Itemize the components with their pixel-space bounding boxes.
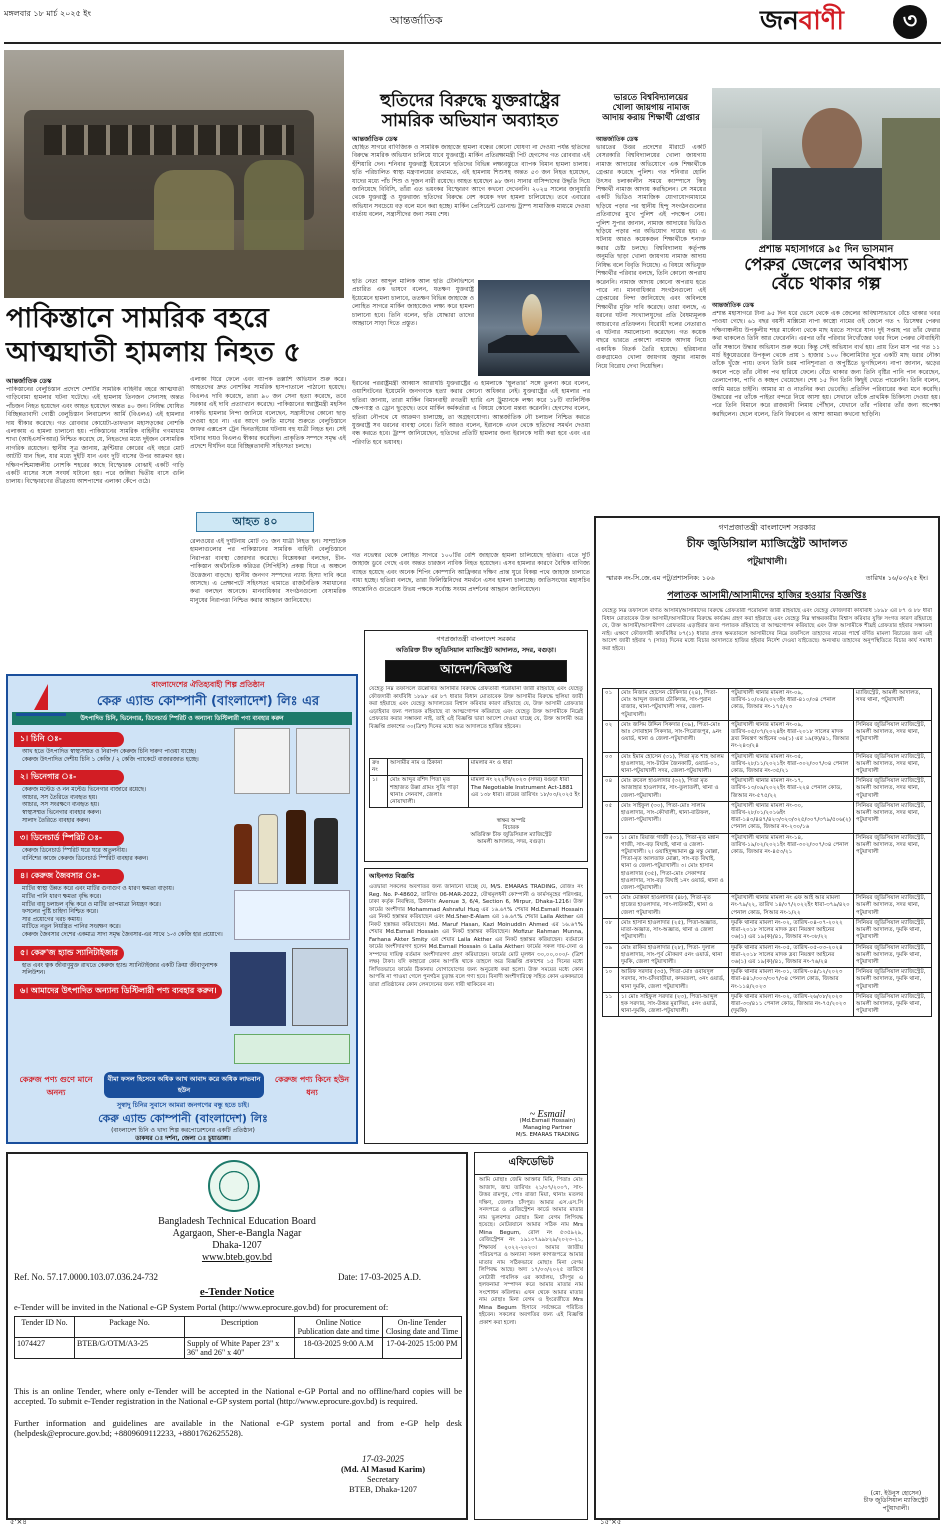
pt-cell-no: ০২ [603,720,619,752]
pt-cell-name: ১। মোঃ রিয়াজ গাজী (৩১), পিতা-মৃত মন্নান গাজী, সাং-বড় বিঘাই, থানা ও জেলা-পটুয়াখালী। ২। ওয়াহিদুজ্জামান @ মন্তু মোল্লা, পিতা-মৃত আলতাফ মোল্লা, সাং-বড় বিঘাই, থানা ও জেলা-পটুয়াখালী। ৩। মোঃ হাসান হাওলাদার (৩৫), পিতা-মোঃ সেকান্দার হাওলাদার, সাং-বড় বিঘাই ১নং ওয়ার্ড, থানা ও জেলা-পটুয়াখালী। [619,833,729,894]
emaras-title: আইনগত বিজ্ঞপ্তি [369,872,415,880]
pt-cell-name: মোঃ সাইফুল (৩০), পিতা-মোঃ সালাম হাওলাদার, সাং-কৌখালী, থানা-বাউফল, জেলা-পটুয়াখালী। [619,801,729,833]
header-date: মঙ্গলবার ১৮ মার্চ ২০২৫ ইং [4,9,91,18]
ad-item-line: সালাদ তৈরিতে ব্যবহার করুন। [22,817,91,824]
tender-sign-role: Secretary [366,1474,400,1484]
ad-item-line: মাটির বায়ু চলাচল বৃদ্ধি করে ও মাটির তাপমাত্রা নিয়ন্ত্রণ করে। [22,901,161,908]
tender-org3: Dhaka-1207 [212,1240,262,1251]
pt-cell-court: সিনিয়র জুডিসিয়াল ম্যাজিস্ট্রেট, আমলী আদালত, দুমকি থানা, পটুয়াখালী [853,992,931,1017]
pt-cell-court: সিনিয়র জুডিসিয়াল ম্যাজিস্ট্রেট, আমলী আদালত, দুমকি থানা, পটুয়াখালী [853,943,931,968]
pt-cell-court: সিনিয়র জুডিসিয়াল ম্যাজিস্ট্রেট, আমলী আদালত, দুমকি থানা, পটুয়াখালী [853,968,931,993]
tender-title: e-Tender Notice [199,1286,275,1298]
ad-item-line: আখ হতে উৎপাদিত স্বাস্থ্যসম্মত ও নিরাপদ কেরুজ চিনি দারুণ পাওয়া যাচ্ছে। [22,749,196,755]
pt-sign2: চীফ জুডিসিয়াল ম্যাজিস্ট্রেট [863,1497,928,1504]
peru-desk: আন্তর্জাতিক ডেস্ক [712,302,754,309]
ad-bottom: কেরু এ্যান্ড কোম্পানী (বাংলাদেশ) লিঃ [98,1112,268,1125]
peru-title-line1: প্রশান্ত মহাসাগরে ৯৫ দিন ভাসমান [758,244,894,255]
pt-cell-case: পটুয়াখালী থানার মামলা নং-০৯, তারিখ-১০/০৪/২০২৩ইং ধারা-৪১০/৩৪ পেনাল কোড, জিআর নং-১৭৫/২৩ [729,689,854,721]
tender-sign-org: BTEB, Dhaka-1207 [349,1484,417,1494]
warship-photo [478,280,590,376]
brand-part-a: জন [760,6,799,36]
pt-cell-name: মোঃ মোস্তফা হাওলাদার (৪৮), পিতা-মৃত হাজের হাওলাদার, সাং-লাউকাঠী, থানা ও জেলা পটুয়াখালী। [619,894,729,919]
tender-sign-name: (Md. Al Masud Karim) [340,1464,426,1474]
affidavit-title-text: এফিডেভিট [508,1157,554,1168]
tender-table [14,1316,462,1359]
pt-cell-name: মোঃ ইমাম হোসেন (৩১), পিতা মৃত শাহ আলম হাওলাদার, সাং-টাউন জৈনকাটি, ওয়ার্ড-০১, থানা-পটুয়াখালী সদর, জেলা-পটুয়াখালী। [619,752,729,777]
table-row [603,894,932,919]
spirit-bottles-image [234,890,350,940]
india-title-line1: ভারতে বিশ্ববিদ্যালয়ের [613,93,689,103]
header-rule [4,42,941,44]
table-row [603,801,932,833]
ad-item-title: ৬। আমাদের উৎপাদিত অন্যান্য ডিস্টিলারী পণ্য ব্যবহার করুন। [14,984,222,999]
ad-bottom3: ডাকঘর ঃ দর্শনা, জেলা ঃ চুয়াডাঙ্গা। [135,1135,231,1142]
sugar-bag-image [296,728,350,794]
bogura-h2: আসামীর নাম ও ঠিকানা [388,759,469,776]
bogura-sign2: বিচারক [502,825,520,832]
ad-item-title: ৫। কেরু'জ হ্যান্ড স্যানিটাইজার [14,946,124,961]
ad-item-line: কেরুজ জৈবসার দেশের একমাত্র সাদা সমৃদ্ধ জৈবসার-এর সাথে ১-৩ কেজি হার প্রয়োগে। [22,931,223,938]
bogura-l1: গণপ্রজাতন্ত্রী বাংলাদেশ সরকার [436,635,516,643]
ad-item-line: আচার, সস সংরক্ষণে ব্যবহৃত হয়। [22,802,100,809]
ad-item-title: ২। ভিনেগার ঃ- [14,770,124,785]
houthi-body-3: হুতি নেতা আব্দুল মালিক আল হুতি টেলিভিশনে প্রচারিত এক ভাষণে বলেন, যতক্ষণ যুক্তরাষ্ট্র ইয়েমেনে হামলা চালাবে, ততক্ষণ বিভিন্ন জাহাজে ও লোহিত সাগরে মার্কিন জাহাজেও লক্ষ্য করে হামলা চালানো হবে। তিনি বলেন, হুতি যোদ্ধারা তাদের আহ্বানে সাড়া দিতে প্রস্তুত। [352,278,474,328]
injured-count: আহত ৪০ [232,515,278,528]
ad-item-line: মাটির পানি ধারণ ক্ষমতা বৃদ্ধি করে। [22,893,102,900]
patuakhali-court-notice [594,516,940,1520]
fertilizer-bags-image [230,948,350,1028]
bogura-h1: ক্রঃ নং [370,759,388,776]
peru-body: প্রশান্ত মহাসাগরে টানা ৯৫ দিন ধরে ভেসে থেকে এক জেলের অবিশ্বাস্যভাবে বেঁচে থাকার খবর পাওয়া গেছে। ৬১ বছর বয়সী মাক্সিমো নাপা কাস্ত্রো নামের ওই জেলে গত ৭ ডিসেম্বর পেরুর দক্ষিণাঞ্চলীয় উপকূলীয় শহর মার্কোনা থেকে মাছ ধরতে সাগরে যান। দুই সপ্তাহ পর তাঁর ফেরার কথা থাকলেও তিনি আর ফেরেননি। এরপর তাঁর পরিবার নিখোঁজের খবর দিলে পেরুর নৌবাহিনী তাঁর সন্ধানে উদ্ধার অভিযান শুরু করে। কিন্তু সেই অভিযান ব্যর্থ হয়। প্রায় তিন মাস পর গত ১১ মার্চ ইকুয়েডরের উপকূল থেকে প্রায় ১ হাজার ১০০ কিলোমিটার দূরে একটি মাছ ধরার নৌকা তাঁকে খুঁজে পায়। তখন তিনি চরম পানিশূন্যতা ও অপুষ্টিতে ভুগছিলেন। নাপা জানান, ঝড়ের কবলে পড়ে তাঁর নৌকা পথ হারিয়ে ফেলে। বেঁচে থাকার জন্য তিনি বৃষ্টির পানি পান করেছেন, তেলাপোকা, পাখি ও কচ্ছপ খেয়েছেন। শেষ ১৫ দিন তিনি কিছুই খেতে পারেননি। তিনি বলেন, আমি মরতে চাইনি। আমার মা ও নাতনির কথা ভেবেছি। প্রতিদিন পরিবারের কথা মনে করেছি। উদ্ধারের পর তাঁকে পাইতা বন্দরে নিয়ে আসা হয়। সেখানে তাঁকে প্রাথমিক চিকিৎসা দেওয়া হয়। পরে তিনি বিমানে করে রাজধানী লিমায় পৌঁছান, যেখানে তাঁর পরিবার তাঁর জন্য অপেক্ষা করছিলেন। ছেলে বলেন, তিনি ফিরবেন এ আশা আমরা কখনো ছাড়িনি। [712,310,940,418]
bogura-title-text: আদেশ/বিজ্ঞপ্তি [440,662,512,676]
table-row [603,720,932,752]
pt-cell-court: সিনিয়র জুডিসিয়াল ম্যাজিস্ট্রেট, আমলী আদালত, সদর থানা, পটুয়াখালী [853,801,931,833]
bogura-court-notice [364,630,588,862]
sugar-pack-image [234,728,290,794]
ad-item-line: ফসলের পুষ্টি চাহিদা নিশ্চিত করে। [22,909,98,916]
pt-memo: স্মারক নং-সি.জে.এম পটু/প্রশাসনিক: ১০৬ [606,574,715,582]
table-row [603,689,932,721]
ad-item-line: কেরুজ উৎপাদিত দেশীয় চিনি ১ কেজি / ২ কেজি প্যাকেটে বাজারজাত হচ্ছে। [22,756,199,763]
tender-note1: This is an online Tender, where only e-Tender will be accepted in the National e-GP Portal and no offline/hard copies will be accepted. To submit e-Tender registration in the National e-GP system portal (http://www.eprocure.gov.bd) is required. [14,1386,462,1406]
ad-item-line: স্বাস্থ্যসম্মত ভিনেগার ব্যবহার করুন। [22,809,102,816]
vinegar-bottles-image [230,804,350,884]
pt-cell-no: ০৯ [603,943,619,968]
peru-title-line3: বেঁচে থাকার গল্প [771,274,881,295]
peru-title-line2: পেরুর জেলের অবিশ্বাস্য [744,254,908,275]
pt-cell-case: পটুয়াখালী থানার মামলা নং এফ আই আর মামলা নং-৭৯/২২, তারিখ ১৪/০৭/২০২২ইং ধারা-৩৭৯/৪২০ পেনাল কোড, সিআর নং-১/২২ [729,894,854,919]
tender-web: www.bteb.gov.bd [201,1252,273,1263]
pt-cell-no: ০৩ [603,752,619,777]
india-headline [596,94,706,123]
pt-cell-court: সিনিয়র জুডিসিয়াল ম্যাজিস্ট্রেট, আমলী আদালত, দুমকি থানা, পটুয়াখালী [853,918,931,943]
tender-pub: 18-03-2025 9:00 A.M [295,1338,383,1359]
ad-item-line: সার প্রয়োগের খরচ কমায়। [22,916,82,923]
houthi-body-1: হোহিত সাগরে বাণিজ্যিক ও সামরিক জাহাজে হামলা বন্ধের কোনো ঘোষণা না দেওয়া পর্যন্ত হুতিদের বিরুদ্ধে সামরিক অভিযান চালিয়ে যাবে যুক্তরাষ্ট্র। মার্কিন প্রতিরক্ষামন্ত্রী পিট হেগসেথ গত রোববার এই হুঁশিয়ারি দেন। শনিবার যুক্তরাষ্ট্র ইয়েমেনে হুতিদের বিভিন্ন লক্ষ্যবস্তুতে ব্যাপক বিমান হামলা চালায়। হুতি পরিচালিত স্বাস্থ্য মন্ত্রণালয়ের তথ্যমতে, এই হামলায় শিশুসহ অন্তত ৫৩ জন নিহত হয়েছেন, যাদের মধ্যে পাঁচ শিশু ও দুজন নারী রয়েছে। আহত হয়েছেন ৯৮ জন। সানার বাসিন্দাদের উদ্ধৃতি দিয়ে জানিয়েছে বিবিসি, তাঁরা এত ভয়ংকর বিস্ফোরণ আগে কখনো দেখেননি। ২০২৪ সালের জানুয়ারি থেকে যুক্তরাষ্ট্র ও যুক্তরাজ্য হুতিদের বিরুদ্ধে বেশ কয়েক দফা হামলা চালিয়েছে। তবে এবারের অভিযান সবচেয়ে বড় বলে মনে করা হচ্ছে। মার্কিন প্রেসিডেন্ট ডোনাল্ড ট্রাম্প সামাজিক মাধ্যমে দেওয়া বার্তায় বলেন, সন্ত্রাসীদের জন্য সময় শেষ। [352,144,590,219]
pt-cell-case: পটুয়াখালী থানার মামলা নং-৩০, তারিখ-২৮/০১/২০১৬ইং ধারা-১৪৩/৪৪৭/৪২৩/৩২৩/৩২৫/৩০৭/৩৭৯/৫০৬(২) পেনাল কোড, জিআর নং-২৩০/১৬ [729,801,854,833]
pakistan-body-col1: পাকিস্তানের বেলুচিস্তান প্রদেশে দেশটির সামরিক বাহিনীর বহরে আত্মঘাতী গাড়িবোমা হামলার ঘটনা ঘটেছে। এই হামলায় তিনজন সেনাসহ অন্তত পাঁচজন নিহত হয়েছেন এবং আহত হয়েছেন অন্তত ৪০ জন। নিষিদ্ধ ঘোষিত বিচ্ছিন্নতাবাদী গোষ্ঠী বেলুচিস্তান লিবারেশন আর্মি (বিএলএ) এই হামলার দায় স্বীকার করেছে। গত রোববার কোয়েটা-তাফতান মহাসড়কের নোশকি এলাকায় এ হামলা চালানো হয়। পাকিস্তানের সামরিক বাহিনীর গণমাধ্যম শাখা (আইএসপিআর) নিশ্চিত করেছে যে, নিহতদের মধ্যে দুইজন বেসামরিক নাগরিক রয়েছেন। স্থানীয় সূত্র জানায়, ফ্রন্টিয়ার কোরের এই বহরে মোট আটটি যান ছিল, যার মধ্যে দুইটি যান এবং দুটি বাসের উপর আক্রমণ হয়। দক্ষিণপশ্চিমাঞ্চলীয় নোশকি শহরের কাছে বিস্ফোরক বোঝাই একটি গাড়ি একটি বাসের সঙ্গে সংঘর্ষ ঘটানো হয়। পরে জঙ্গিরা দ্বিতীয় বাসে গুলি চালায়। বিস্ফোরণের তীব্রতায় আশপাশের এলাকা কেঁপে ওঠে। [6,386,184,486]
houthi-body-4: ইরানের পররাষ্ট্রমন্ত্রী আব্বাস আরাঘচি যুক্তরাষ্ট্রের এ হামলাকে ‘স্থূলতার’ সঙ্গে তুলনা করে বলেন, ওয়াশিংটনের ইয়েমেনি জনগণকে হত্যা করার কোনো অধিকার নেই। যুক্তরাষ্ট্রের এই হামলার পর হুতিরা জানায়, তারা মার্কিন বিমানবাহী রণতরী হ্যারি এস ট্রুম্যানকে লক্ষ্য করে ১৮টি ব্যালিস্টিক ক্ষেপণাস্ত্র ও ড্রোন ছুড়েছে। তবে মার্কিন কর্মকর্তারা এ বিষয়ে কোনো মন্তব্য করেননি। হেগসেথ বলেন, হুতিরা নৌপথে যে আক্রমণ চালাচ্ছে, তা অগ্রহণযোগ্য। আন্তর্জাতিক নৌ চলাচল নিশ্চিত করতে যুক্তরাষ্ট্র সব ধরনের ব্যবস্থা নেবে। তিনি আরও বলেন, ইরানকে এখন থেকে হুতিদের সমর্থন দেওয়া বন্ধ করতে হবে। ট্রাম্প জানিয়েছেন, হুতিদের প্রতিটি হামলার জন্য ইরানকে দায়ী করা হবে এবং এর পরিণতি হবে ভয়াবহ। [352,380,590,446]
pt-date: তারিখঃ ১৬/০৩/২৫ ইং। [865,574,928,582]
bogura-sign1: স্বাক্ষর অস্পষ্ট [496,818,526,825]
pt-table [602,688,932,1017]
india-title-line3: আদায় করায় শিক্ষার্থী গ্রেপ্তার [602,112,700,123]
sanitizer-bottles-image [234,1034,350,1064]
bogura-row-name: মোঃ আব্দুর রশিদ পিতা মৃত শাহাজত উল্লা গ্রামঃ সুতি পাড়া থানাঃ সেনবাগ, জেলাঃ নোয়াখালী। [388,776,469,808]
ad-sub: উৎপাদিত চিনি, ভিনেগার, ডিনেচার্ড স্পিরিট ও অন্যান্য ডিস্টিলারী পণ্য ব্যবহার করুন [12,712,352,725]
ad-item-line: কেরুজ ডিনেচার্ড স্পিরিট ঘরে ঘরে অতুলনীয়। [22,848,127,855]
india-body: ভারতের উত্তর প্রদেশের মীরাটে একটি বেসরকারি বিশ্ববিদ্যালয়ের খোলা জায়গায় নামাজ আদায়ের অভিযোগে এক শিক্ষার্থীকে গ্রেপ্তার করেছে পুলিশ। গত শনিবার হোলি উৎসব চলাকালীন সময়ে ক্যাম্পাসে কিছু শিক্ষার্থী নামাজ আদায় করছিলেন। সে সময়ের একটি ভিডিও সামাজিক যোগাযোগমাধ্যমে ছড়িয়ে পড়ার পর স্থানীয় হিন্দু সংগঠনগুলোর প্রতিবাদের মুখে পুলিশ এই পদক্ষেপ নেয়। পুলিশ সুপার জানান, নামাজ আদায়ের ভিডিও ছড়িয়ে পড়ার পর অভিযোগ দায়ের হয়। এ ঘটনায় আরও কয়েকজন শিক্ষার্থীকে শনাক্ত করার চেষ্টা চলছে। বিশ্ববিদ্যালয় কর্তৃপক্ষ অনুমতি ছাড়া খোলা জায়গায় নামাজ আদায় নিষিদ্ধ বলে বিবৃতি দিয়েছে। এ বিষয়ে অভিযুক্ত শিক্ষার্থীর পরিবার বলছে, তিনি কোনো অপরাধ করেননি। নামাজ আদায় কোনো অপরাধ হতে পারে না। মানবাধিকার সংগঠনগুলো এই গ্রেপ্তারের নিন্দা জানিয়েছে এবং অবিলম্বে শিক্ষার্থীর মুক্তি দাবি করেছে। তারা বলছে, এ ধরনের ঘটনা সংখ্যালঘুদের প্রতি বৈষম্যমূলক আচরণের প্রতিফলন। বিরোধী দলের নেতারাও এ ঘটনার সমালোচনা করেছেন। গত কয়েক বছরে ভারতে প্রকাশ্যে নামাজ আদায় নিয়ে একাধিক বিতর্ক তৈরি হয়েছে। হরিয়ানার গুরুগ্রামেও খোলা জায়গায় জুমার নামাজ নিয়ে বিরোধ দেখা দিয়েছিল। [596,144,706,370]
pt-l3: পটুয়াখালী। [747,557,787,567]
pt-cell-case: পটুয়াখালী থানার মামলা নং-১৪, তারিখ-১৯/০২/২০২১ইং ধারা-৩০২/৩০৭/৩৪ পেনাল কোড, জিআর নং-৪৫৩/২১ [729,833,854,894]
pt-cell-name: ১। মোঃ সাইফুল সরদার (২৩), পিতা-আব্দুল হক সরদার, সাং-উত্তর মুরাদিয়া, ৫নং ওয়ার্ড, থানা-দুমকি, জেলা-পটুয়াখালী। [619,992,729,1017]
center-slogan: বীমা ফসল হিসেবে অধিক আখ আবাদ করে অধিক লাভবান হউন [104,1072,264,1098]
affidavit-body: আমি মোছাঃ জেমি আক্তার মিমি, পিতাঃ মোঃ আজাদ, জন্ম তারিখঃ ২১/০৭/২০০৭, সাং- উত্তর রামপুর, পোঃ রাজা মিয়া, থানাঃ মতলব দক্ষিণ, জেলাঃ চাঁদপুর। আমার এস.এস.সি সনদপত্রে ও রেজিস্ট্রেশন কার্ডে আমার মাতার নাম ভুলবশত মোছাঃ মিনা বেগম লিপিবদ্ধ হয়েছে। মোটরযানে আমার সঠিক নাম Mrs Mina Begum, রোল নং ৫৩৫৯২৯, রেজিস্ট্রেশন নং ১৯১০৭৯৯৮২৯/২০২৩-২১, শিক্ষাবর্ষ ২০২২-২০২৩। আমার জাতীয় পরিচয়পত্র ও অন্যান্য সকল কাগজপত্রে আমার মাতার নাম সঠিকভাবে মোছাঃ মিনা বেগম লিপিবদ্ধ আছে। অদ্য ১৭/০৩/২০২৫ তারিখে নোটারী পাবলিক এর কার্যালয়, চাঁদপুর এ হলফনামা সম্পাদন করে আমার মাতার নাম সংশোধন করিলাম। এখন থেকে আমার মাতার নাম মোছাঃ মিনা বেগম ও ইংরেজীতে Mrs Mina Begum হিসাবে সর্বক্ষেত্রে পরিচিত হইবেন। সকলের অবগতির জন্য এই বিজ্ঞপ্তি প্রকাশ করা হলো। [479,1177,583,1326]
tender-close: 17-04-2025 15:00 PM [382,1338,461,1359]
tender-desc: Supply of White Paper 23" x 36" and 26" x 40" [185,1338,295,1359]
left-slogan: কেরুজ পণ্য গুণে মানে অনন্য [19,1075,93,1097]
kerru-advertisement [6,674,358,1144]
pakistan-headline [6,302,346,370]
pt-cell-case: দুমকি থানার মামলা নং-০২, তারিখ-০৪-০৭-২০২২ ধারা-২০১৮ সালের মাদক দ্রব্য নিয়ন্ত্রণ আইনের ৩৬(১) এর ১৯(ক)/৪১, জিআর নং-৩৮/২২ [729,918,854,943]
pakistan-body-col2: এলাকা ঘিরে ফেলে এবং ব্যাপক তল্লাশি অভিযান শুরু করে। আহতদের দ্রুত নোশকির সামরিক হাসপাতালে পাঠানো হয়েছে। বিএলএ দাবি করেছে, তারা ৯০ জন সেনা হত্যা করেছে, তবে সরকার এই দাবি প্রত্যাখ্যান করেছে। পাকিস্তানের স্বরাষ্ট্রমন্ত্রী মহসিন নাকভি হামলার নিন্দা জানিয়ে বলেছেন, সন্ত্রাসীদের কোনো ছাড় দেওয়া হবে না। এর আগে চলতি মাসের শুরুতে বেলুচিস্তানে জাফর এক্সপ্রেস ট্রেন ছিনতাইয়ের ঘটনায় বহু যাত্রী নিহত হন। সেই ঘটনার দায়ও বিএলএ স্বীকার করেছিল। প্রাকৃতিক সম্পদে সমৃদ্ধ এই প্রদেশে দীর্ঘদিন ধরে বিচ্ছিন্নতাবাদী সহিংসতা চলছে। [190,376,346,451]
houthi-desk: আন্তর্জাতিক ডেস্ক [352,135,398,143]
india-desk: আন্তর্জাতিক ডেস্ক [596,136,638,143]
table-row [603,918,932,943]
bogura-row-no: ১। [370,776,388,808]
pt-cell-case: দুমকি থানার মামলা নং-০৫, তারিখ-০৫-০৩-২০২৪ ধারা-২০১৮ সালের মাদক দ্রব্য নিয়ন্ত্রণ আইনের ৩৬(১) এর ১৯(ক)/৪১, জিআর নং-৭৬/২৪ [729,943,854,968]
emaras-legal-notice [364,868,588,1144]
emaras-body: এতদ্বারা সকলের অবগতির জন্য জানানো যাচ্ছে যে, M/S. EMARAS TRADING, রেজিঃ নং Reg. No. P-48602, তারিখঃ 06-MAR-2022, যৌথমূলধনী কোম্পানী ও ফার্মসমূহের পরিদপ্তর, ঢাকা কর্তৃক নিবন্ধিত, ঠিকানাঃ Avenue 3, 6/4, Section 6, Mirpur, Dhaka-1216। উক্ত ফার্মের অংশীদার Mohammad Ashraful Huq এর ১৬.৬৭% শেয়ার Md.Esmail Hossain এর নিকট হস্তান্তর করিয়াছেন এবং Md.Sher-E-Alam এর ১৬.৬৭% শেয়ার Laila Akther এর নিকট হস্তান্তর করিয়াছেন। Md. Maruf Hasan, Kazi Moinuddin Ahmed এর ১৬.৬৭% শেয়ার Md.Esmail Hossain এর নিকট হস্তান্তর করিয়াছেন। Mofizur Rahman Munna, Farhana Akter Smity এর শেয়ার Laila Akther এর নিকট হস্তান্তর করিয়াছেন। বর্তমানে ফার্মের অংশীদারগণ হলেন Md.Esmail Hossain ও Laila Akther। ফার্মের সকল দায়-দেনা ও সম্পদের দায়িত্ব বর্তমান অংশীদারগণ গ্রহণ করিয়াছেন। ফার্মের মোট মূলধন ৩০,০০,০০০/- (ত্রিশ লক্ষ) টাকা। যদি কাহারো কোন আপত্তি থাকে তাহলে অত্র বিজ্ঞপ্তি প্রকাশের ১৫ দিনের মধ্যে লিখিতভাবে ফার্মের ঠিকানায় যোগাযোগের জন্য অনুরোধ করা হলো। উক্ত সময়ের মধ্যে কোন আপত্তি না পাওয়া গেলে পুনর্গঠন চূড়ান্ত বলে গণ্য হবে। বিনাদী অংশীদারিত্বে সহিত কোন এককভাবে তারা প্রতিষ্ঠানের কোন লেনদেনের জন্য দায়ী থাকিবেন না। [369,884,583,988]
peru-headline [712,244,940,295]
emaras-sign-role: Managing Partner [523,1125,572,1131]
page-number: ৩ [902,9,918,34]
pt-cell-court: সিনিয়র জুডিসিয়াল ম্যাজিস্ট্রেট, আমলী আদালত, সদর থানা, পটুয়াখালী [853,777,931,802]
ad-item-title: ৩। ডিনেচার্ড স্পিরিট ঃ- [14,831,124,846]
pt-cell-court: ম্যাজিস্ট্রেট, আমলী আদালত, সদর থানা, পটুয়াখালী [853,689,931,721]
bogura-h3: মামলার নং ও ধারা [468,759,582,776]
ad-company: কেরু এ্যান্ড কোম্পানী (বাংলাদেশ) লিঃ এর [96,694,320,709]
bus-blast-photo [4,50,344,298]
table-row [603,752,932,777]
pt-cell-case: পটুয়াখালী থানার মামলা নং-১৭, তারিখ-১৩/০৯/২০২২ইং ধারা-২২৪ পেনাল কোড, জিআর নং-৫৭৫/২২ [729,777,854,802]
pt-sign3: পটুয়াখালী। [882,1504,910,1512]
india-title-line2: খোলা জায়গায় নামাজ [612,102,690,113]
emaras-sign-name: (Md.Esmail Hossain) [519,1118,576,1124]
pt-cell-name: মোঃ রাকিব হাওলাদার (২৮), পিতা- দুলাল হাওলাদার, সাং-পূর্ব মৌকরণ ৫নং ওয়ার্ড, থানা দুমকি, জেলা পটুয়াখালী। [619,943,729,968]
pt-cell-name: আরিফ সরদার (৩৫), পিতা-মোঃ ওবায়দুল সরদার, সাং-চাঁদবাড়ীয়া, কদমতলা, ৩নং ওয়ার্ড, থানা দুমকি, জেলা পটুয়াখালী। [619,968,729,993]
tender-signature-date: 17-03-2025 [362,1454,404,1464]
affidavit-title [475,1153,587,1175]
tender-h4: Online Notice Publication date and time [295,1317,383,1338]
emaras-signature: ~ Esmail [529,1109,566,1120]
pt-cell-name: মোঃ জসিম উদ্দিন সিকদার (৩৯), পিতা-মোঃ আঃ সোবাহান সিকদার, সাং-পিরোজপুর, ৯নং ওয়ার্ড, থানা ও জেলা-পটুয়াখালী। [619,720,729,752]
pt-sign1: (মো. ইউনুস হোসেন) [870,1489,922,1497]
emaras-sign-firm: M/S. EMARAS TRADING [515,1132,579,1138]
pt-cell-name: মোঃ নিজাম হোসেন চৌকিদার (২৪), পিতা-মোঃ আব্দুল জব্বার চৌকিদার, সাং-পুরান বাজার, থানা-পটুয়াখালী সদর, জেলা-পটুয়াখালী। [619,689,729,721]
tender-date: Date: 17-03-2025 A.D. [338,1272,421,1282]
pt-l2: চীফ জুডিসিয়াল ম্যাজিস্ট্রেট আদালত [686,537,848,550]
ad-item-line: বার্নিশের কাজে কেরুজ ডিনেচার্ড স্পিরিট ব্যবহার করুন। [22,855,149,862]
pt-cell-no: ১০ [603,968,619,993]
pakistan-title-line2: আত্মঘাতী হামলায় নিহত ৫ [6,337,301,368]
tender-org2: Agargaon, Sher-e-Bangla Nagar [172,1228,302,1239]
fisherman-hospital-photo [712,88,940,240]
pt-cell-case: পটুয়াখালী থানার মামলা নং-৩৫, তারিখ-২৮/১১/২০২১ইং ধারা-৩০২/৩০৭/৩৪ পেনাল কোড, জিআর নং-৩৫/২১ [729,752,854,777]
footer-left: ৫'×৪ [10,1518,27,1526]
brand-part-b: বাণী [798,6,844,36]
bogura-l2: অতিরিক্ত চীফ জুডিসিয়াল ম্যাজিস্ট্রেট আদালত, সদর, বগুড়া। [395,646,557,654]
bogura-sign4: আমলী আদালত, সদর, বগুড়া। [477,839,545,846]
pt-cell-name: মোঃ রুবেল হাওলাদার (৩২), পিতা মৃত আজাহার হাওলাদার, সাং-তুলাতলী, থানা ও জেলা-পটুয়াখালী। [619,777,729,802]
pt-cell-no: ০৪ [603,777,619,802]
pakistan-title-line1: পাকিস্তানে সামরিক বহরে [6,303,269,334]
pt-cell-case: দুমকি থানার মামলা নং-০২, তারিখ-২৬/০৮/২০২৩ ধারা-৩৩/৪১১ পেনাল কোড, জিআর নং-৭৫/২০২৩ (দুমকি) [729,992,854,1017]
houthi-headline [352,92,588,131]
page-number-badge [893,5,927,39]
pt-intro: যেহেতু নিম্ন তফসিলে বর্ণিত আসামী/আসামীদের বিরুদ্ধে গ্রেফতারী পরোয়ানা জারী রহিয়াছে এবং যেহেতু ফৌজদারী কার্যবিধি ১৮৯৮ এর ৮৭ ও ৮৮ ধারা বিধান মোতাবেক উক্ত আসামী/আসামীদের বিরুদ্ধে কার্যক্রম গ্রহণ করা হইয়াছে এবং যেহেতু নিম্ন স্বাক্ষরকারীর বিশ্বাস করিবার যুক্তি সংগত কারণ রহিয়াছে যে, উক্ত আসামী/আসামীগণ গ্রেফতার এড়াইবার জন্য পলাতক রহিয়াছে বা আত্মগোপন করিয়াছে এবং উক্ত আসামীকে শীঘ্রই গ্রেফতার হইবার সম্ভাবনা নাই। এক্ষণে ফৌজদারী কার্যবিধির ৮৭(১) ধারার প্রদত্ত ক্ষমতাবলে আসামীদের নিম্নে তফসিলে তাহাদের নামের পার্শ্বে বর্ণিত মামলা বিচারের জন্য এই আদেশ জারী হইবার ৭ (সাত) দিনের মধ্যে বিচার আদালতে হাজির হইবার নির্দেশ দেওয়া যাইতেছে। অন্যথায় তাহাদের অনুপস্থিতিতে বিচার কার্য সমাধা করা হইবে। [602,608,932,652]
houthi-title-line1: হুতিদের বিরুদ্ধে যুক্তরাষ্ট্রের [380,91,560,111]
ad-bottom2: (বাংলাদেশ চিনি ও খাদ্য শিল্প করপোরেশনের একটি প্রতিষ্ঠান) [111,1127,255,1134]
ad-item-line: মাটিতে নতুন নিয়ন্ত্রিত পানির সংরক্ষণ করে। [22,924,121,931]
injured-badge [196,512,314,532]
footer-right: ১৫'×৫ [600,1518,622,1526]
ad-item-line: কেরুজ মল্টেড ও নন মল্টেড ভিনেগার বাজারে রয়েছে। [22,787,146,794]
tender-org1: Bangladesh Technical Education Board [158,1216,316,1227]
pt-cell-no: ০১ [603,689,619,721]
pt-cell-no: ০৬ [603,833,619,894]
houthi-title-line2: সামরিক অভিযান অব্যাহত [381,110,559,131]
bogura-row-case: মামলা নং ২২২সি/২০২৩ (সদর) বগুড়া ধারা The Negotiable Instrument Act-1881 এর ১৩৮ ধারা। রায়ের তারিখঃ ১৮/০৩/২০২৫ ইং [468,776,582,808]
tender-h2: Package No. [75,1317,185,1338]
section-label: আন্তর্জাতিক [390,14,443,27]
ad-boat-icon [16,682,66,716]
tender-h5: On-line Tender Closing date and Time [382,1317,461,1338]
tender-h3: Description [185,1317,295,1338]
houthi-body-5: গত নভেম্বর থেকে লোহিত সাগরে ১০০টির বেশি জাহাজে হামলা চালিয়েছে হুতিরা। এতে দুটি জাহাজ ডুবে গেছে এবং অন্তত চারজন নাবিক নিহত হয়েছেন। এসব হামলার কারণে বৈশ্বিক বাণিজ্য ব্যাহত হয়েছে এবং অনেক শিপিং কোম্পানি আফ্রিকার দক্ষিণ প্রান্ত ঘুরে বিকল্প পথে জাহাজ চালাতে বাধ্য হচ্ছে। হুতিরা বলছে, তারা ফিলিস্তিনিদের সমর্থনে এসব হামলা চালাচ্ছে। জাতিসংঘের মহাসচিব আন্তোনিও গুতেরেস উভয় পক্ষকে সর্বোচ্চ সংযম প্রদর্শনের আহ্বান জানিয়েছেন। [352,552,590,593]
bogura-sign3: অতিরিক্ত চীফ জুডিসিয়াল ম্যাজিস্ট্রেট [470,832,552,839]
pt-cell-no: ০৮ [603,918,619,943]
ad-tagline: সুস্বাদু চিনির সুবাসে আমরা জনগণের বন্ধু হতে চাই। [116,1101,250,1109]
pakistan-desk: আন্তর্জাতিক ডেস্ক [6,377,52,385]
tender-ref: Ref. No. 57.17.0000.103.07.036.24-732 [14,1272,158,1282]
bogura-intro: যেহেতু নিম্ন তফসিলে উল্লেখিত আসামীর বিরুদ্ধে গ্রেফতারী পরোয়ানা জারী রহিয়াছে এবং যেহেতু ফৌজদারী কার্যবিধি ১৮৯৮ এর ৮৭ ধারার বিধান মোতাবেক উক্ত আসামীর বিরুদ্ধে হুলিয়া জারী করা হইয়াছে এবং যেহেতু আদালতের বিশ্বাস করিবার কারণ রহিয়াছে যে, উক্ত আসামী গ্রেফতার এড়াইবার জন্য পলাতক রহিয়াছে বা আত্মগোপন করিয়াছে এবং যেহেতু উক্ত আসামীকে নিম্নেই প্রেফতার করার সম্ভাবনা নাই, তাই এই বিজ্ঞপ্তি দ্বারা আদেশ দেওয়া যাচ্ছে যে, উক্ত আসামী অত্র বিজ্ঞপ্তি প্রকাশের ৩০(ত্রিশ) দিনের মধ্যে অত্র আদালতে হাজির হইবেন। [369,686,583,730]
tender-notice [6,1152,468,1520]
pt-cell-name: মোঃ হাসান হাওলাদার (২৫), পিতা-অজ্ঞাত, মাতা-অজ্ঞাত, সাং-অজ্ঞাত, থানা ও জেলা পটুয়াখালী। [619,918,729,943]
bogura-table [369,758,583,808]
table-row [603,968,932,993]
tender-note2: Further information and guidelines are available in the National e-GP system portal and from e-GP help desk (helpdesk@eprocure.gov.bd; +8809609112233, +8801762625528). [14,1418,462,1438]
tender-pkg: BTEB/G/OTM/A3-25 [75,1338,185,1359]
ad-item-line: হাত এবং ত্বক জীবাণুমুক্ত রাখতে কেরুজ হ্যান্ড স্যানিটাইজার একটি ক্রিয়া জীবাণুনাশক সলিউশন। [22,962,218,977]
pt-cell-court: সিনিয়র জুডিসিয়াল ম্যাজিস্ট্রেট, আমলী আদালত, সদর থানা, পটুয়াখালী [853,752,931,777]
table-row [603,943,932,968]
tender-id: 1074427 [15,1338,75,1359]
pt-cell-case: পটুয়াখালী থানার মামলা নং-০৯, তারিখ-০৫/০৭/২০২৪ইং ধারা-২০১৮ সালের মাদক দ্রব্য নিয়ন্ত্রণ আইনের ৩৬(১) এর ১৯(ক)/৪১, জিআর নং-২৪৩/২৪ [729,720,854,752]
tender-intro: e-Tender will be invited in the National e-GP System Portal (http://www.eprocure.gov.bd) for procurement of: [14,1302,389,1312]
ad-item-title: ১। চিনি ঃ- [14,732,124,747]
table-row [603,992,932,1017]
pt-cell-court: সিনিয়র জুডিসিয়াল ম্যাজিস্ট্রেট, আমলী আদালত, সদর থানা, পটুয়াখালী [853,894,931,919]
ad-product-list [14,726,224,1001]
pt-cell-court: সিনিয়র জুডিসিয়াল ম্যাজিস্ট্রেট, আমলী আদালত, সদর থানা, পটুয়াখালী [853,720,931,752]
pakistan-body-col3: রেলওয়ের এই দুর্ঘটনায় মোট ৩১ জন যাত্রী নিহত হন। সাম্প্রতিক হামলাগুলোর পর পাকিস্তানের সামরিক বাহিনী বেলুচিস্তানে নিরাপত্তা ব্যবস্থা জোরদার করেছে। বিশ্লেষকরা বলছেন, চীন-পাকিস্তান অর্থনৈতিক করিডর (সিপিইসি) প্রকল্প ঘিরে এ অঞ্চলে উত্তেজনা বাড়ছে। স্থানীয় জনগণ সম্পদের ন্যায্য হিস্যা দাবি করে আসছে। এ প্রেক্ষাপটে সহিংসতা থামাতে রাজনৈতিক সমাধানের কথা বলছেন অনেকে। মানবাধিকার সংগঠনগুলো বেসামরিক মানুষের নিরাপত্তা নিশ্চিত করার আহ্বান জানিয়েছে। [190,538,346,604]
bteb-logo [208,1160,260,1212]
affidavit-notice [474,1152,588,1520]
pt-cell-court: সিনিয়র জুডিসিয়াল ম্যাজিস্ট্রেট, আমলী আদালত, সদর থানা, পটুয়াখালী [853,833,931,894]
ad-top: বাংলাদেশের ঐতিহ্যবাহী শিল্প প্রতিষ্ঠান [151,680,265,689]
pt-cell-case: দুমকি থানার মামলা নং-০১, তারিখ-০৪/১২/২০২৩ ধারা-৪৪১/৩০৩/৩০৭/৩৪ পেনাল কোড, জিআর নং-১১৪/২০২৩ [729,968,854,993]
bogura-title [385,660,567,682]
pt-cell-no: ০৫ [603,801,619,833]
ad-item-title: ৪। কেরুজ জৈবসার ঃ- [14,869,124,884]
masthead-logo [760,4,880,38]
ad-item-line: মাটির স্বাস্থ্য উন্নত করে এবং মাটির গুণাগুণ ও ধারণ ক্ষমতা বাড়ায়। [22,886,174,893]
table-row [603,777,932,802]
right-slogan: কেরুজ পণ্য কিনে হউন ধন্য [274,1075,350,1097]
tender-h1: Tender ID No. [15,1317,75,1338]
pt-cell-no: ১১ [603,992,619,1017]
table-row [603,833,932,894]
ad-item-line: আচার, সস তৈরিতে ব্যবহৃত হয়। [22,794,98,801]
pt-l1: গণপ্রজাতন্ত্রী বাংলাদেশ সরকার [718,523,816,532]
pt-title: পলাতক আসামী/আসামীদের হাজির হওয়ার বিজ্ঞপ্তিঃ [667,590,867,601]
pt-cell-no: ০৭ [603,894,619,919]
